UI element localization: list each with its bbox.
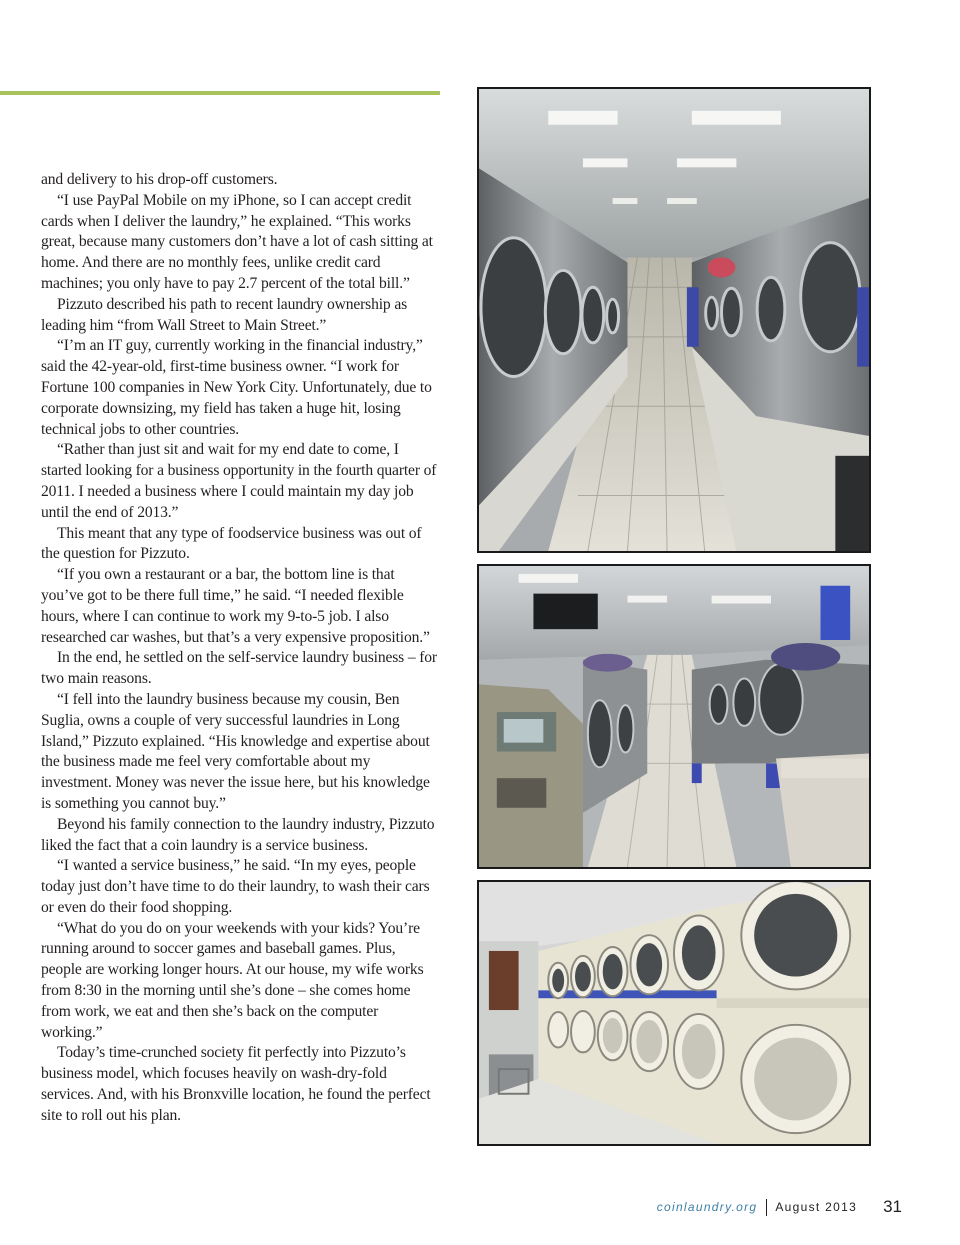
paragraph: and delivery to his drop-off customers. (41, 171, 278, 188)
footer-divider (766, 1199, 767, 1216)
paragraph: “I’m an IT guy, currently working in the financial industry,” said the 42-year-old, first-time business owner. “I work for Fortune 100 companies in New York City. Unfortunately, due to corporate downsizing, my field has taken a huge hit, losing technical jobs to other countries. (41, 337, 432, 438)
paragraph: “I wanted a service business,” he said. “In my eyes, people today just don’t have time to do their laundry, to wash their cars or even do their food shopping. (41, 857, 430, 916)
page-number: 31 (883, 1197, 902, 1216)
paragraph: “I use PayPal Mobile on my iPhone, so I can accept credit cards when I deliver the laundry,” he explained. “This works great, because many customers don’t have a lot of cash sitting at home. And there are no monthly fees, unlike credit card machines; you only have to pay 2.7 percent of the total bill.” (41, 191, 433, 292)
article-body (41, 170, 439, 1127)
paragraph: “Rather than just sit and wait for my end date to come, I started looking for a business opportunity in the fourth quarter of 2011. I needed a business where I could maintain my day job until the end of 2013.” (41, 441, 437, 521)
laundromat-aisle-photo (477, 87, 871, 553)
paragraph: Pizzuto described his path to recent laundry ownership as leading him “from Wall Street to Main Street.” (41, 295, 408, 334)
atm-washers-photo (477, 564, 871, 869)
paragraph: Beyond his family connection to the laundry industry, Pizzuto liked the fact that a coin laundry is a service business. (41, 815, 435, 854)
page-footer (657, 1197, 902, 1217)
paragraph: In the end, he settled on the self-service laundry business – for two main reasons. (41, 649, 437, 688)
paragraph: “What do you do on your weekends with your kids? You’re running around to soccer games and baseball games. Plus, people are working longer hours. At our house, my wife works from 8:30 in the morning until she’s done – she comes home from work, we eat and then she’s back on the computer working.” (41, 919, 424, 1041)
paragraph: “If you own a restaurant or a bar, the bottom line is that you’ve got to be there full time,” he said. “I needed flexible hours, where I can continue to work my 9-to-5 job. I also researched car washes, but that’s a very expensive proposition.” (41, 566, 430, 646)
issue-date: August 2013 (775, 1200, 858, 1214)
paragraph: “I fell into the laundry business because my cousin, Ben Suglia, owns a couple of very successful laundries in Long Island,” Pizzuto explained. “His knowledge and expertise about the business made me feel very comfortable about my investment. Money was never the issue here, but his knowledge is something you cannot buy.” (41, 690, 430, 812)
stacked-dryers-photo (477, 880, 871, 1146)
paragraph: This meant that any type of foodservice business was out of the question for Pizzuto. (41, 524, 422, 563)
paragraph: Today’s time-crunched society fit perfectly into Pizzuto’s business model, which focuses heavily on wash-dry-fold services. And, with his Bronxville location, he found the perfect site to roll out his plan. (41, 1044, 431, 1124)
accent-rule (0, 91, 440, 95)
site-url[interactable]: coinlaundry.org (656, 1200, 758, 1214)
